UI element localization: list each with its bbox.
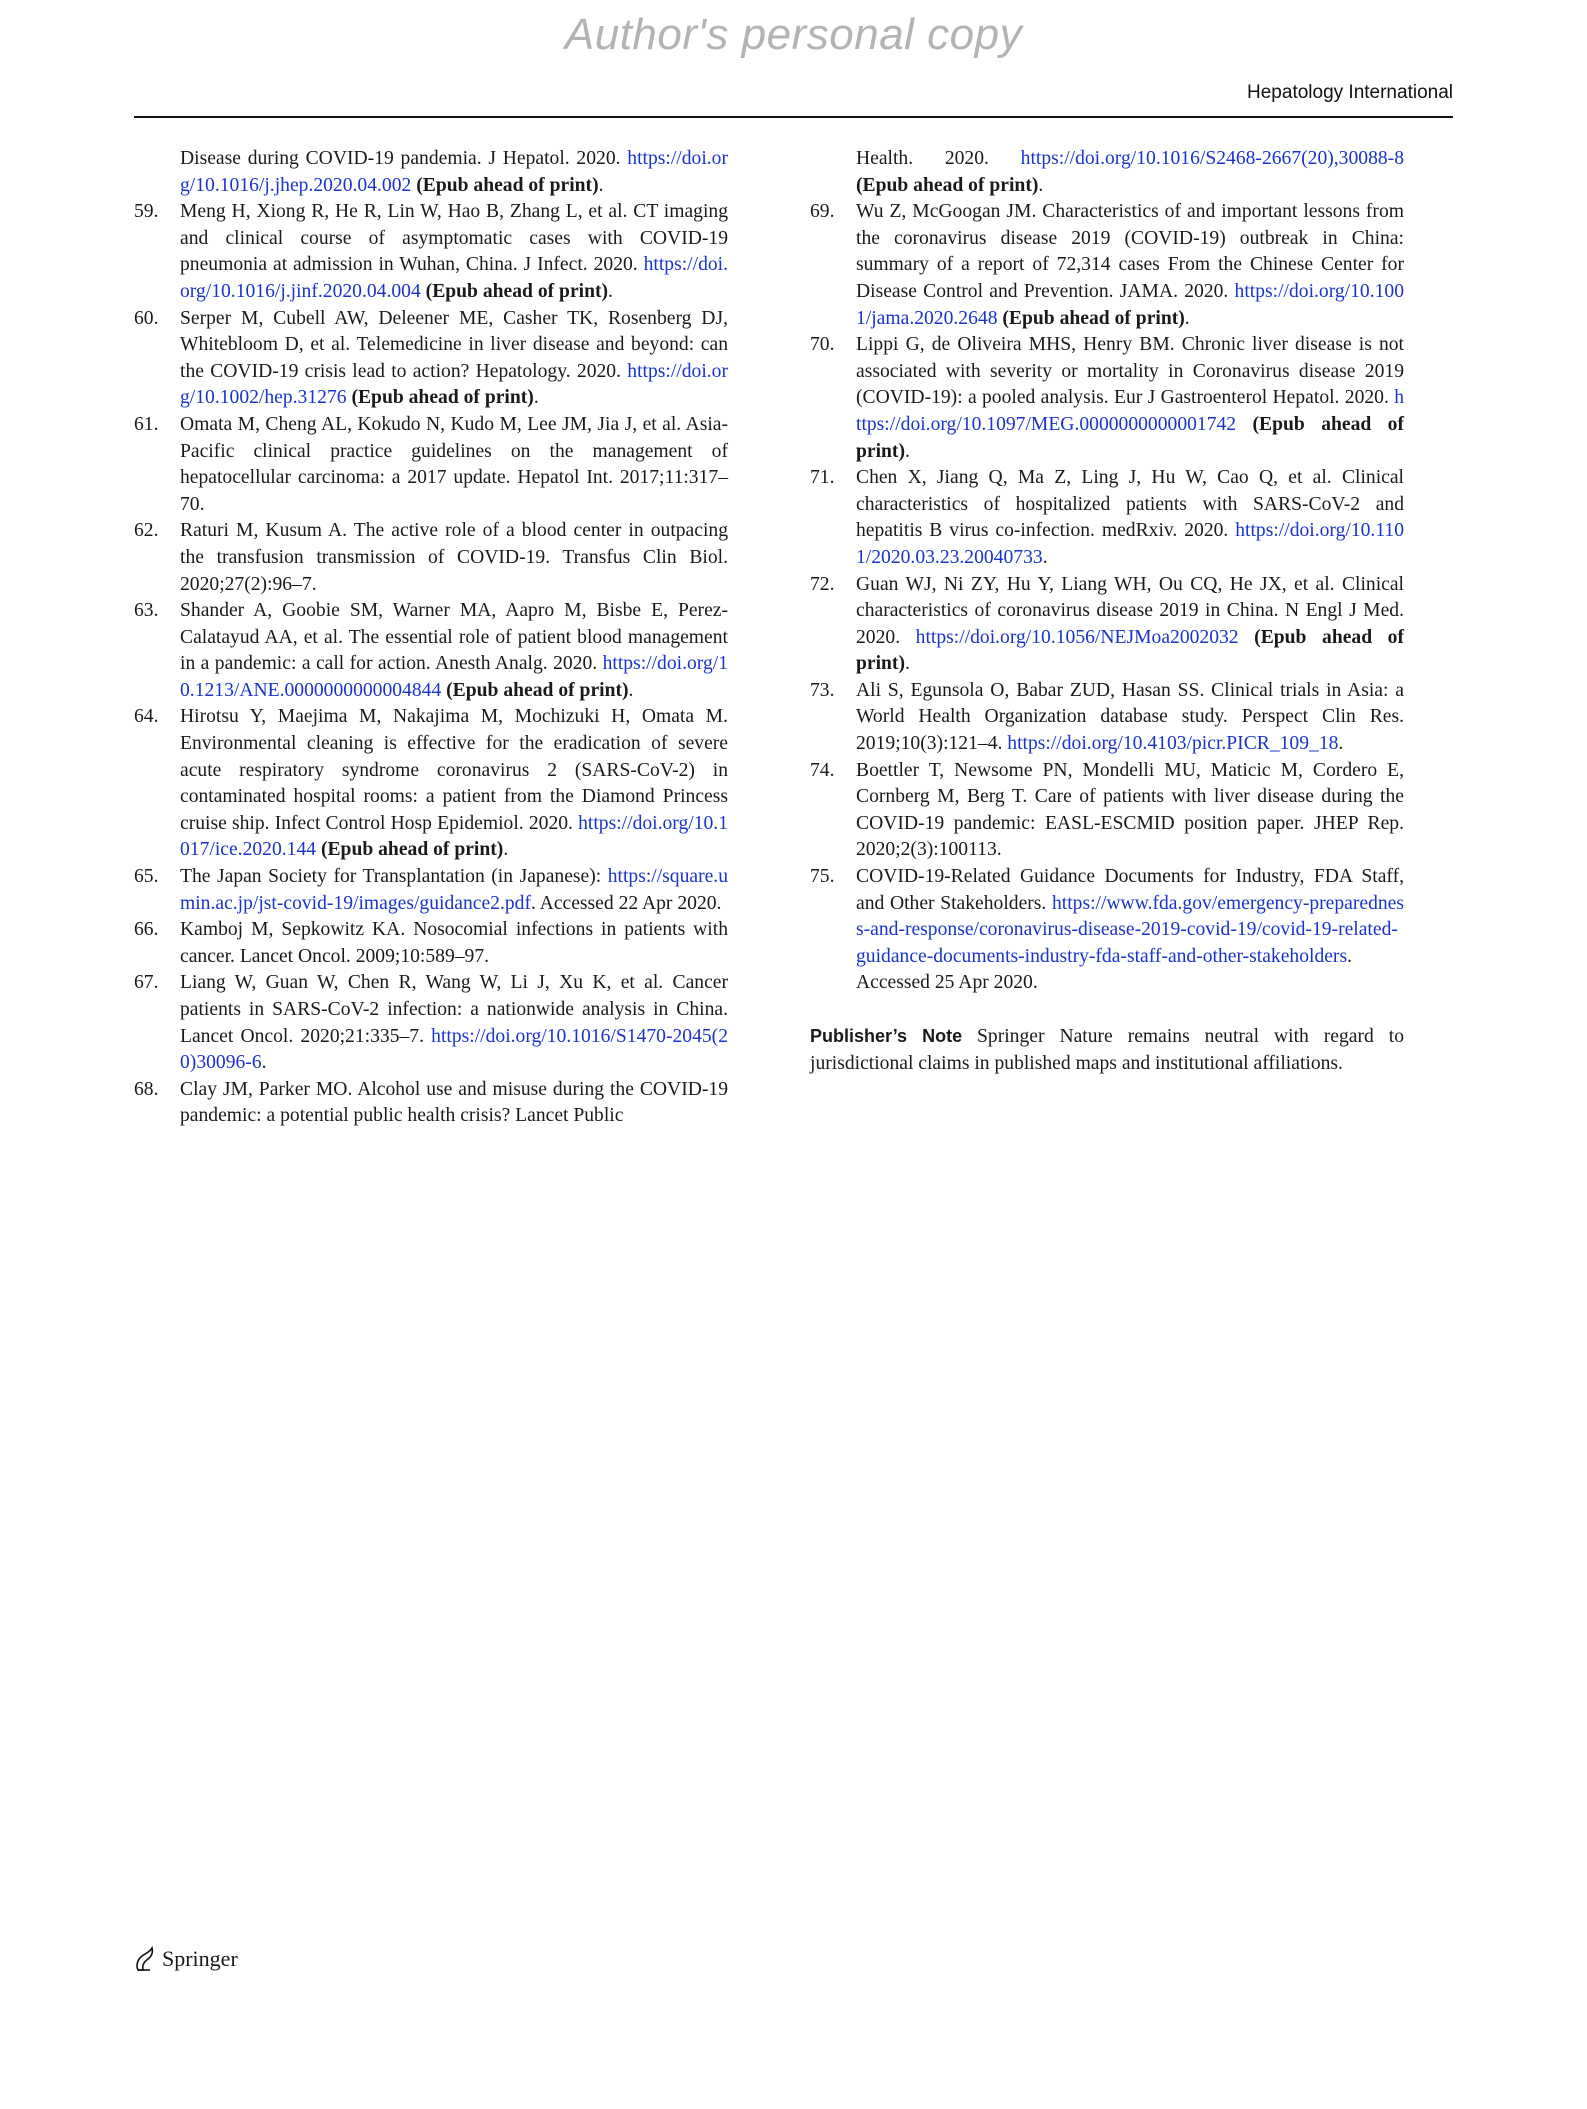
reference-tail: . xyxy=(503,839,509,861)
reference-75 xyxy=(810,864,1404,997)
doi-link[interactable]: https://doi.org/10.1097/MEG.0000000000001742 xyxy=(856,387,1404,435)
epub-label: (Epub ahead of print) xyxy=(425,280,609,302)
reference-text: COVID-19-Related Guidance Documents for Industry, FDA Staff, and Other Stakeholders. xyxy=(856,866,1404,914)
header-rule xyxy=(134,116,1453,118)
epub-label: (Epub ahead of print) xyxy=(416,174,599,196)
reference-number: 71. xyxy=(810,467,835,489)
reference-text: The Japan Society for Transplantation (in Japanese): xyxy=(180,866,608,888)
reference-text: Serper M, Cubell AW, Deleener ME, Casher TK, Rosenberg DJ, Whitebloom D, et al. Telemedicine in liver disease and beyond: can the COVID-19 crisis lead to action? Hepatology. 2020. xyxy=(180,307,728,382)
reference-tail: . xyxy=(1042,546,1048,568)
reference-63 xyxy=(134,598,728,704)
reference-66 xyxy=(134,917,728,970)
reference-number: 64. xyxy=(134,706,159,728)
reference-text: Meng H, Xiong R, He R, Lin W, Hao B, Zhang L, et al. CT imaging and clinical course of asymptomatic cases with COVID-19 pneumonia at admission in Wuhan, China. J Infect. 2020. xyxy=(180,201,728,276)
reference-text: Boettler T, Newsome PN, Mondelli MU, Maticic M, Cordero E, Cornberg M, Berg T. Care of patients with liver disease during the COVID-19 pandemic: EASL-ESCMID position paper. JHEP Rep. 2020;2(3):100113. xyxy=(856,759,1404,861)
publishers-note xyxy=(810,1023,1404,1077)
reference-text: Raturi M, Kusum A. The active role of a blood center in outpacing the transfusion transmission of COVID-19. Transfus Clin Biol. 2020;27(2):96–7. xyxy=(180,520,728,595)
reference-text: Health. 2020. xyxy=(856,148,1021,169)
doi-link[interactable]: https://doi.org/10.4103/picr.PICR_109_18 xyxy=(1007,733,1339,755)
reference-number: 61. xyxy=(134,413,159,435)
publishers-note-text: Springer Nature remains neutral with regard to jurisdictional claims in published maps and institutional affiliations. xyxy=(810,1026,1404,1074)
right-column xyxy=(810,146,1404,1077)
reference-text: Disease during COVID-19 pandemia. J Hepatol. 2020. xyxy=(180,148,628,169)
epub-label: (Epub ahead of print) xyxy=(1002,307,1185,329)
watermark: Author's personal copy xyxy=(564,10,1023,59)
left-column xyxy=(134,146,728,1130)
reference-58-continued xyxy=(134,146,728,199)
reference-65 xyxy=(134,864,728,917)
reference-tail: . xyxy=(904,440,910,462)
reference-text: Chen X, Jiang Q, Ma Z, Ling J, Hu W, Cao Q, et al. Clinical characteristics of hospitalized patients with SARS-CoV-2 and hepatitis B virus co-infection. medRxiv. 2020. xyxy=(856,467,1404,542)
doi-link[interactable]: https://doi.org/10.1016/S2468-2667(20),30088-8 xyxy=(1020,148,1404,169)
reference-number: 74. xyxy=(810,759,835,781)
reference-number: 65. xyxy=(134,866,159,888)
reference-tail: . xyxy=(904,653,910,675)
url-link[interactable]: https://square.umin.ac.jp/jst-covid-19/images/guidance2.pdf xyxy=(180,866,728,914)
reference-69 xyxy=(810,199,1404,332)
reference-text: Omata M, Cheng AL, Kokudo N, Kudo M, Lee JM, Jia J, et al. Asia-Pacific clinical practice guidelines on the management of hepatocellular carcinoma: a 2017 update. Hepatol Int. 2017;11:317–70. xyxy=(180,413,728,515)
doi-link[interactable]: https://doi.org/10.1002/hep.31276 xyxy=(180,360,728,409)
reference-61 xyxy=(134,412,728,518)
reference-text: Kamboj M, Sepkowitz KA. Nosocomial infections in patients with cancer. Lancet Oncol. 2009;10:589–97. xyxy=(180,919,728,967)
reference-tail: . Accessed 22 Apr 2020. xyxy=(530,892,722,914)
reference-72 xyxy=(810,572,1404,678)
doi-link[interactable]: https://doi.org/10.1213/ANE.0000000000004844 xyxy=(180,653,728,701)
epub-label: (Epub ahead of print) xyxy=(856,174,1039,196)
epub-label: (Epub ahead of print) xyxy=(351,387,534,409)
reference-tail: . xyxy=(608,280,613,302)
reference-tail: . xyxy=(1184,307,1190,329)
reference-text: Ali S, Egunsola O, Babar ZUD, Hasan SS. Clinical trials in Asia: a World Health Organization database study. Perspect Clin Res. 2019;10(3):121–4. xyxy=(856,679,1404,755)
reference-tail: . xyxy=(533,387,539,409)
doi-link[interactable]: https://doi.org/10.1101/2020.03.23.20040733 xyxy=(856,520,1404,568)
reference-64 xyxy=(134,704,728,864)
reference-text: Shander A, Goobie SM, Warner MA, Aapro M, Bisbe E, Perez-Calatayud AA, et al. The essential role of patient blood management in a pandemic: a call for action. Anesth Analg. 2020. xyxy=(180,600,728,675)
reference-text: Clay JM, Parker MO. Alcohol use and misuse during the COVID-19 pandemic: a potential public health crisis? Lancet Public xyxy=(180,1078,728,1127)
reference-number: 75. xyxy=(810,866,835,888)
reference-text: Lippi G, de Oliveira MHS, Henry BM. Chronic liver disease is not associated with severity or mortality in Coronavirus disease 2019 (COVID-19): a pooled analysis. Eur J Gastroenterol Hepatol. 2020. xyxy=(856,334,1404,409)
reference-62 xyxy=(134,518,728,598)
doi-link[interactable]: https://doi.org/10.1017/ice.2020.144 xyxy=(180,812,728,861)
reference-68 xyxy=(134,1077,728,1130)
reference-tail: . Accessed 25 Apr 2020. xyxy=(856,945,1352,994)
reference-59 xyxy=(134,199,728,305)
reference-number: 63. xyxy=(134,600,159,622)
url-link[interactable]: https://www.fda.gov/emergency-preparedness-and-response/coronavirus-disease-2019-covid-19/covid-19-related-guidance-documents-industry-fda-staff-and-other-stakeholders xyxy=(856,892,1404,967)
publishers-note-label: Publisher’s Note xyxy=(810,1026,963,1046)
reference-number: 73. xyxy=(810,679,835,701)
reference-tail: . xyxy=(598,174,604,196)
doi-link[interactable]: https://doi.org/10.1056/NEJMoa2002032 xyxy=(915,626,1239,648)
epub-label: (Epub ahead of print) xyxy=(446,679,629,701)
epub-label: (Epub ahead of print) xyxy=(856,626,1404,675)
epub-label: (Epub ahead of print) xyxy=(856,413,1404,462)
publisher-name: Springer xyxy=(162,1946,238,1971)
epub-label: (Epub ahead of print) xyxy=(320,839,504,861)
reference-text: Guan WJ, Ni ZY, Hu Y, Liang WH, Ou CQ, He JX, et al. Clinical characteristics of coronavirus disease 2019 in China. N Engl J Med. 2020. xyxy=(856,573,1404,648)
reference-74 xyxy=(810,758,1404,864)
reference-number: 67. xyxy=(134,972,159,994)
reference-73 xyxy=(810,678,1404,758)
doi-link[interactable]: https://doi.org/10.1016/j.jinf.2020.04.004 xyxy=(180,254,728,302)
journal-title: Hepatology International xyxy=(1247,82,1453,103)
doi-link[interactable]: https://doi.org/10.1016/S1470-2045(20)30096-6 xyxy=(180,1025,728,1074)
reference-number: 70. xyxy=(810,334,835,356)
reference-number: 60. xyxy=(134,307,159,329)
reference-60 xyxy=(134,306,728,412)
reference-number: 59. xyxy=(134,201,159,223)
reference-68-continued xyxy=(810,146,1404,199)
reference-70 xyxy=(810,332,1404,465)
doi-link[interactable]: https://doi.org/10.1016/j.jhep.2020.04.002 xyxy=(180,148,728,196)
reference-67 xyxy=(134,970,728,1076)
reference-text: Wu Z, McGoogan JM. Characteristics of and important lessons from the coronavirus disease 2019 (COVID-19) outbreak in China: summary of a report of 72,314 cases From the Chinese Center for Disease Control and Prevention. JAMA. 2020. xyxy=(856,201,1404,302)
footer xyxy=(134,1946,238,1972)
reference-text: Liang W, Guan W, Chen R, Wang W, Li J, Xu K, et al. Cancer patients in SARS-CoV-2 infection: a nationwide analysis in China. Lancet Oncol. 2020;21:335–7. xyxy=(180,972,728,1047)
doi-link[interactable]: https://doi.org/10.1001/jama.2020.2648 xyxy=(856,280,1404,329)
reference-number: 66. xyxy=(134,919,159,941)
reference-tail: . xyxy=(1338,733,1344,755)
reference-tail: . xyxy=(628,679,634,701)
reference-tail: . xyxy=(261,1052,267,1074)
reference-tail: . xyxy=(1038,174,1044,196)
reference-number: 72. xyxy=(810,573,835,595)
reference-text: Hirotsu Y, Maejima M, Nakajima M, Mochizuki H, Omata M. Environmental cleaning is effective for the eradication of severe acute respiratory syndrome coronavirus 2 (SARS-CoV-2) in contaminated hospital rooms: a patient from the Diamond Princess cruise ship. Infect Control Hosp Epidemiol. 2020. xyxy=(180,706,728,834)
reference-71 xyxy=(810,465,1404,571)
reference-number: 62. xyxy=(134,520,159,542)
reference-number: 69. xyxy=(810,201,835,223)
reference-number: 68. xyxy=(134,1078,159,1100)
springer-logo-icon xyxy=(134,1946,156,1972)
